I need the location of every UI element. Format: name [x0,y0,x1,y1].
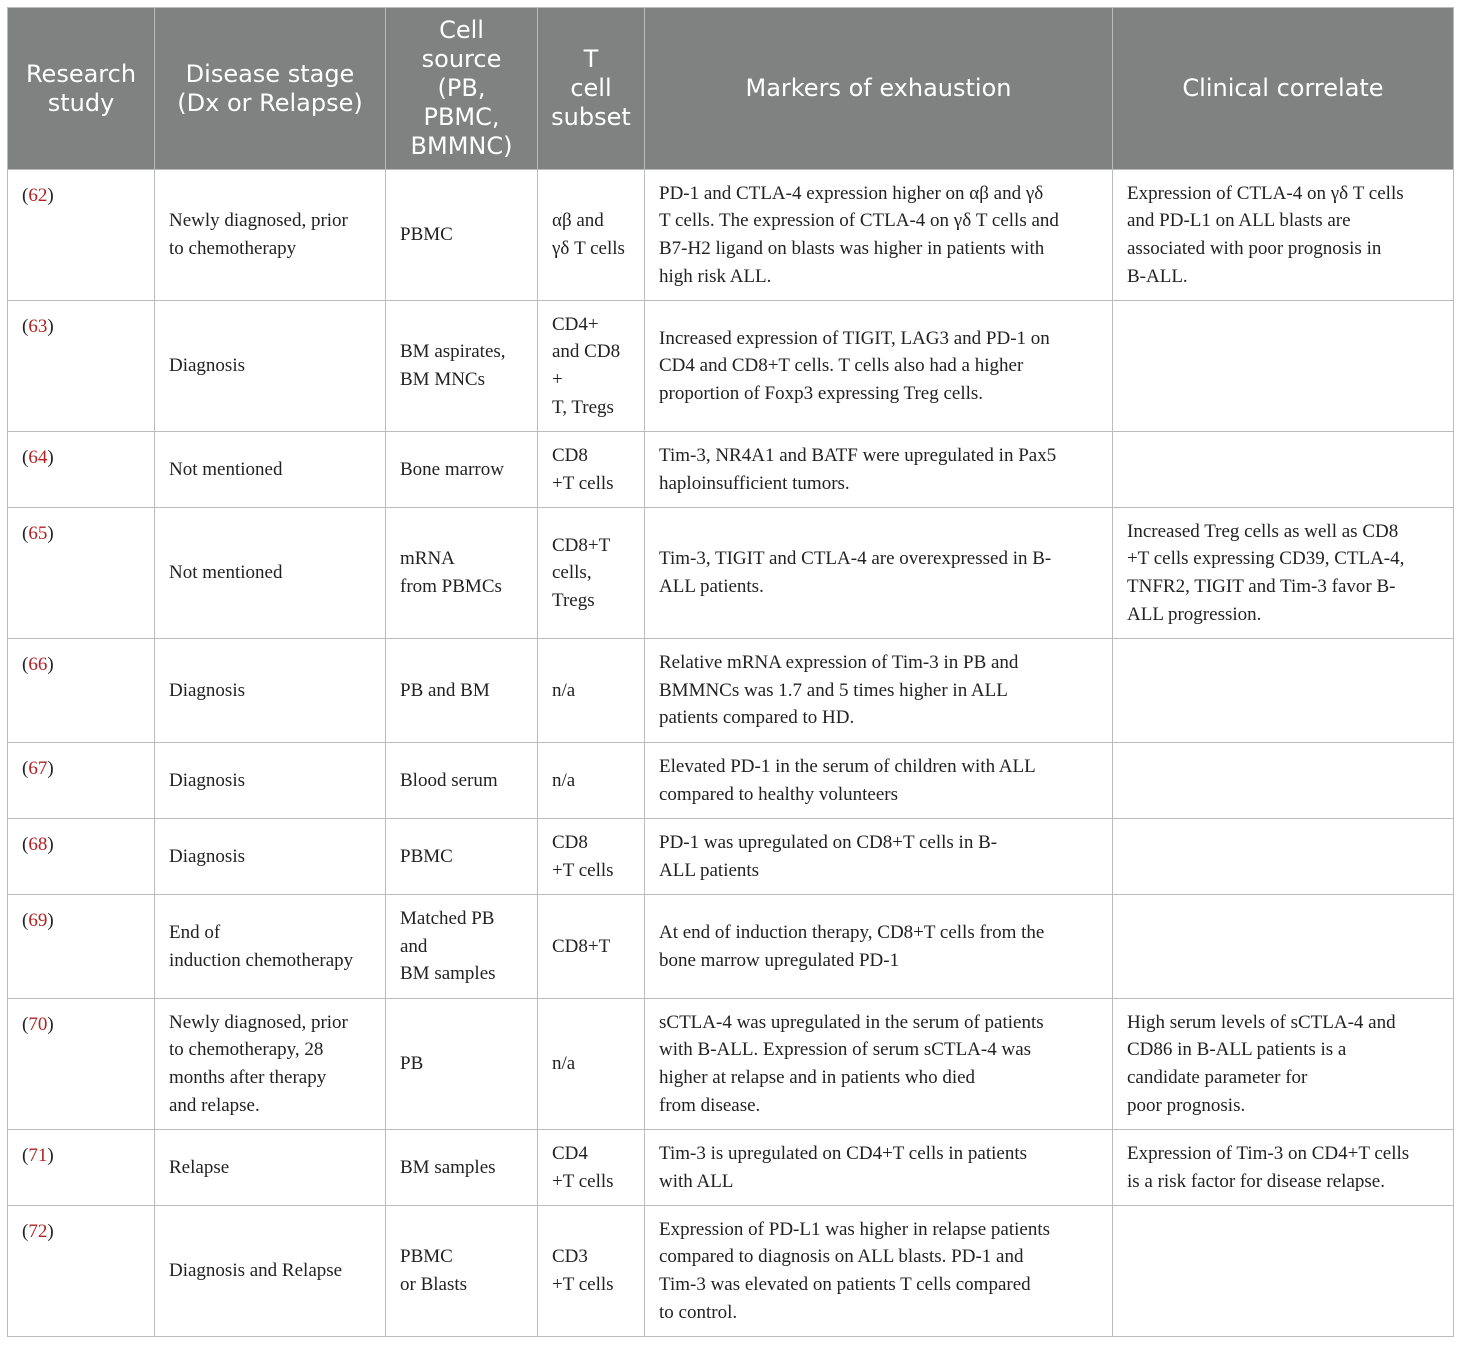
disease-stage-cell: Diagnosis [155,301,386,432]
cell-source-cell: PB [386,999,538,1130]
disease-stage-cell: Newly diagnosed, prior to chemotherapy [155,170,386,301]
reference-link[interactable]: 72 [28,1221,48,1242]
reference-link[interactable]: 71 [28,1145,48,1166]
markers-cell: Elevated PD-1 in the serum of children with ALL compared to healthy volunteers [645,743,1113,819]
research-study-cell [8,743,155,819]
research-study-cell [8,301,155,432]
cell-source-cell: BM samples [386,1130,538,1206]
cell-source-cell: Matched PB and BM samples [386,895,538,999]
ref-close: ) [47,447,54,468]
header-markers-of-exhaustion: Markers of exhaustion [645,8,1113,170]
disease-stage-cell: Diagnosis [155,743,386,819]
table-row [8,743,1454,819]
disease-stage-cell: End of induction chemotherapy [155,895,386,999]
reference-link[interactable]: 66 [28,654,48,675]
markers-cell: Expression of PD-L1 was higher in relapse patients compared to diagnosis on ALL blasts. PD-1 and Tim-3 was elevated on patients T cells compared to control. [645,1206,1113,1337]
reference-link[interactable]: 65 [28,523,48,544]
markers-cell: At end of induction therapy, CD8+T cells from the bone marrow upregulated PD-1 [645,895,1113,999]
table-row [8,432,1454,508]
clinical-correlate-cell: High serum levels of sCTLA-4 and CD86 in B-ALL patients is a candidate parameter for poor prognosis. [1113,999,1454,1130]
table-row [8,508,1454,639]
reference-link[interactable]: 67 [28,758,48,779]
table-row [8,170,1454,301]
ref-close: ) [47,758,54,779]
clinical-correlate-cell [1113,743,1454,819]
ref-close: ) [47,1145,54,1166]
t-cell-subset-cell: CD8 +T cells [538,432,645,508]
ref-open: ( [22,185,29,206]
cell-source-cell: PBMC or Blasts [386,1206,538,1337]
disease-stage-cell: Diagnosis and Relapse [155,1206,386,1337]
table-row [8,999,1454,1130]
research-study-cell [8,999,155,1130]
table-row [8,819,1454,895]
markers-cell: Relative mRNA expression of Tim-3 in PB and BMMNCs was 1.7 and 5 times higher in ALL patients compared to HD. [645,639,1113,743]
t-cell-subset-cell: n/a [538,999,645,1130]
header-clinical-correlate: Clinical correlate [1113,8,1454,170]
header-cell-source: Cell source (PB, PBMC, BMMNC) [386,8,538,170]
exhaustion-markers-table [7,7,1454,1337]
disease-stage-cell: Not mentioned [155,432,386,508]
clinical-correlate-cell [1113,819,1454,895]
ref-open: ( [22,447,29,468]
reference-link[interactable]: 62 [28,185,48,206]
markers-cell: Tim-3, TIGIT and CTLA-4 are overexpressed in B- ALL patients. [645,508,1113,639]
disease-stage-cell: Diagnosis [155,639,386,743]
t-cell-subset-cell: CD8+T [538,895,645,999]
markers-cell: PD-1 and CTLA-4 expression higher on αβ and γδ T cells. The expression of CTLA-4 on γδ T cells and B7-H2 ligand on blasts was higher in patients with high risk ALL. [645,170,1113,301]
cell-source-cell: PB and BM [386,639,538,743]
clinical-correlate-cell [1113,1206,1454,1337]
markers-cell: Tim-3, NR4A1 and BATF were upregulated in Pax5 haploinsufficient tumors. [645,432,1113,508]
research-study-cell [8,895,155,999]
table-row [8,1206,1454,1337]
clinical-correlate-cell: Expression of CTLA-4 on γδ T cells and PD-L1 on ALL blasts are associated with poor prognosis in B-ALL. [1113,170,1454,301]
ref-close: ) [47,910,54,931]
ref-close: ) [47,1221,54,1242]
header-t-cell-subset: T cell subset [538,8,645,170]
clinical-correlate-cell [1113,301,1454,432]
ref-open: ( [22,654,29,675]
cell-source-cell: Blood serum [386,743,538,819]
markers-cell: Increased expression of TIGIT, LAG3 and PD-1 on CD4 and CD8+T cells. T cells also had a higher proportion of Foxp3 expressing Treg cells. [645,301,1113,432]
cell-source-cell: mRNA from PBMCs [386,508,538,639]
clinical-correlate-cell [1113,432,1454,508]
disease-stage-cell: Not mentioned [155,508,386,639]
clinical-correlate-cell: Expression of Tim-3 on CD4+T cells is a risk factor for disease relapse. [1113,1130,1454,1206]
ref-close: ) [47,316,54,337]
ref-open: ( [22,834,29,855]
disease-stage-cell: Newly diagnosed, prior to chemotherapy, 28 months after therapy and relapse. [155,999,386,1130]
cell-source-cell: Bone marrow [386,432,538,508]
markers-cell: PD-1 was upregulated on CD8+T cells in B- ALL patients [645,819,1113,895]
research-study-cell [8,170,155,301]
ref-open: ( [22,910,29,931]
table-row [8,1130,1454,1206]
cell-source-cell: BM aspirates, BM MNCs [386,301,538,432]
t-cell-subset-cell: CD8 +T cells [538,819,645,895]
markers-cell: sCTLA-4 was upregulated in the serum of patients with B-ALL. Expression of serum sCTLA-4 was higher at relapse and in patients who died from disease. [645,999,1113,1130]
reference-link[interactable]: 70 [28,1014,48,1035]
reference-link[interactable]: 64 [28,447,48,468]
disease-stage-cell: Diagnosis [155,819,386,895]
reference-link[interactable]: 69 [28,910,48,931]
t-cell-subset-cell: CD8+T cells, Tregs [538,508,645,639]
t-cell-subset-cell: n/a [538,743,645,819]
research-study-cell [8,639,155,743]
table-container [7,7,1453,1337]
cell-source-cell: PBMC [386,170,538,301]
clinical-correlate-cell [1113,895,1454,999]
research-study-cell [8,508,155,639]
research-study-cell [8,1130,155,1206]
table-row [8,639,1454,743]
table-row [8,895,1454,999]
header-row [8,8,1454,170]
reference-link[interactable]: 68 [28,834,48,855]
clinical-correlate-cell: Increased Treg cells as well as CD8 +T cells expressing CD39, CTLA-4, TNFR2, TIGIT and Tim-3 favor B- ALL progression. [1113,508,1454,639]
t-cell-subset-cell: CD3 +T cells [538,1206,645,1337]
header-research-study: Research study [8,8,155,170]
ref-close: ) [47,523,54,544]
research-study-cell [8,432,155,508]
cell-source-cell: PBMC [386,819,538,895]
ref-open: ( [22,316,29,337]
research-study-cell [8,1206,155,1337]
t-cell-subset-cell: CD4 +T cells [538,1130,645,1206]
ref-close: ) [47,834,54,855]
reference-link[interactable]: 63 [28,316,48,337]
clinical-correlate-cell [1113,639,1454,743]
disease-stage-cell: Relapse [155,1130,386,1206]
ref-close: ) [47,1014,54,1035]
t-cell-subset-cell: αβ and γδ T cells [538,170,645,301]
ref-open: ( [22,1221,29,1242]
t-cell-subset-cell: n/a [538,639,645,743]
table-row [8,301,1454,432]
ref-open: ( [22,1014,29,1035]
ref-close: ) [47,185,54,206]
header-disease-stage: Disease stage (Dx or Relapse) [155,8,386,170]
research-study-cell [8,819,155,895]
ref-close: ) [47,654,54,675]
ref-open: ( [22,523,29,544]
ref-open: ( [22,1145,29,1166]
markers-cell: Tim-3 is upregulated on CD4+T cells in patients with ALL [645,1130,1113,1206]
ref-open: ( [22,758,29,779]
t-cell-subset-cell: CD4+ and CD8 + T, Tregs [538,301,645,432]
